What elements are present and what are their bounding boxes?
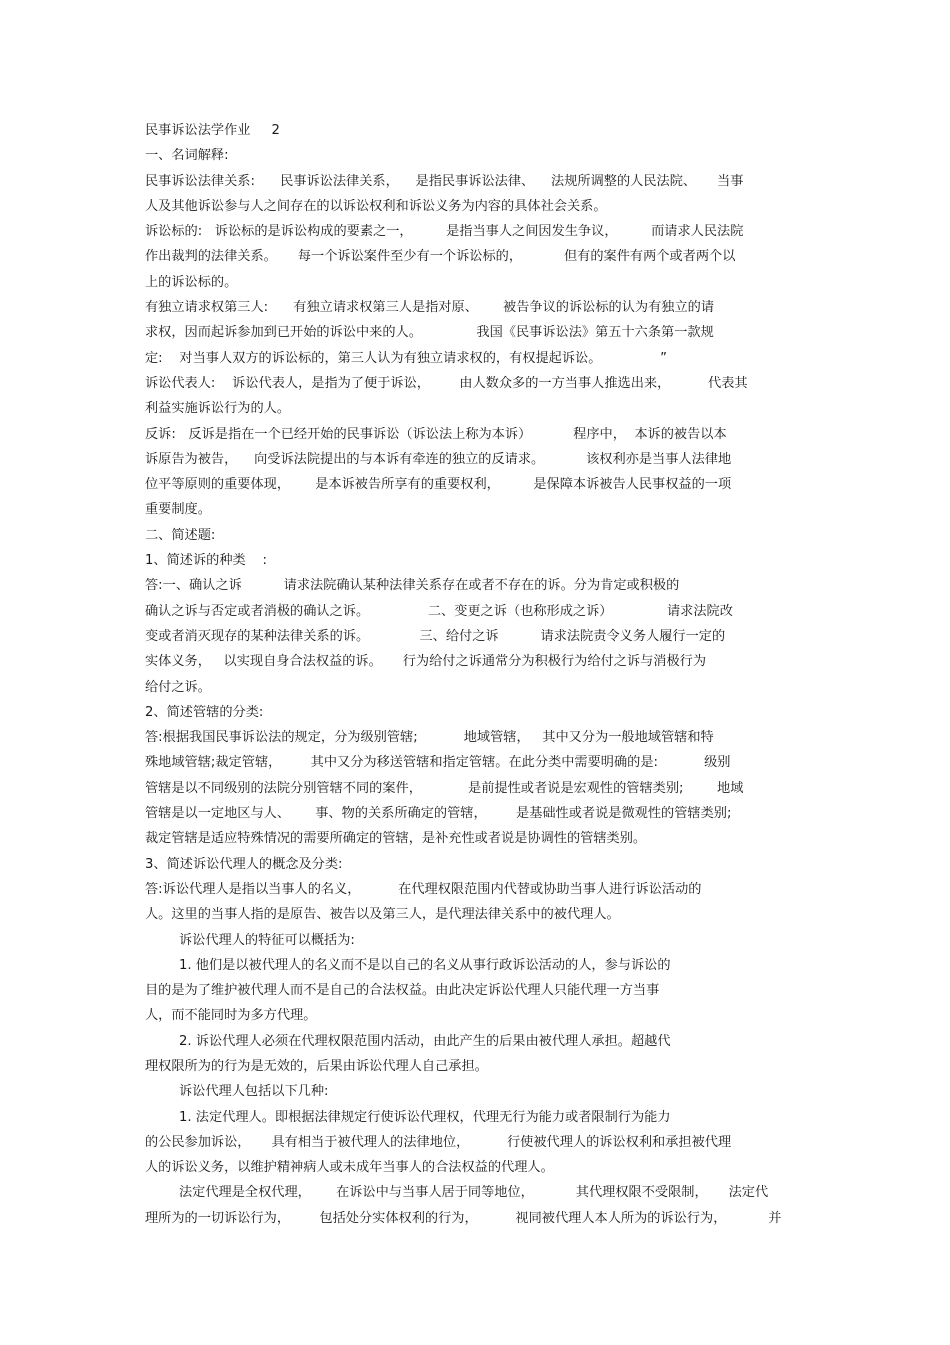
section-heading: 一、名词解释: bbox=[145, 148, 229, 164]
text-line: 人，而不能同时为多方代理。 bbox=[145, 1008, 317, 1024]
text-line: 人及其他诉讼参与人之间存在的以诉讼权利和诉讼义务为内容的具体社会关系。 bbox=[145, 198, 607, 214]
text-line: 有独立请求权第三人: 有独立请求权第三人是指对原、 被告争议的诉讼标的认为有独立的请 bbox=[145, 300, 715, 316]
text-line: 作出裁判的法律关系。 每一个诉讼案件至少有一个诉讼标的， 但有的案件有两个或者两个以 bbox=[145, 249, 736, 265]
document-page bbox=[145, 118, 810, 1231]
text-line: 民事诉讼法律关系: 民事诉讼法律关系， 是指民事诉讼法律、 法规所调整的人民法院、 当事 bbox=[145, 173, 744, 189]
question-heading: 3、简述诉讼代理人的概念及分类: bbox=[145, 856, 343, 872]
text-line: 重要制度。 bbox=[145, 502, 211, 518]
text-line: 给付之诉。 bbox=[145, 679, 211, 695]
question-heading: 1、简述诉的种类 : bbox=[145, 553, 267, 569]
text-line: 的公民参加诉讼， 具有相当于被代理人的法律地位， 行使被代理人的诉讼权利和承担被代理 bbox=[145, 1134, 732, 1150]
text-line: 诉讼代理人包括以下几种: bbox=[179, 1084, 329, 1100]
text-line: 诉讼代表人: 诉讼代表人，是指为了便于诉讼， 由人数众多的一方当事人推选出来， 代表其 bbox=[145, 375, 748, 391]
text-line: 利益实施诉讼行为的人。 bbox=[145, 401, 291, 417]
text-line: 反诉: 反诉是指在一个已经开始的民事诉讼（诉讼法上称为本诉） 程序中， 本诉的被告以本 bbox=[145, 426, 727, 442]
text-line: 诉讼代理人的特征可以概括为: bbox=[179, 932, 355, 948]
text-line: 裁定管辖是适应特殊情况的需要所确定的管辖，是补充性或者说是协调性的管辖类别。 bbox=[145, 831, 647, 847]
text-line: 答:一、确认之诉 请求法院确认某种法律关系存在或者不存在的诉。分为肯定或积极的 bbox=[145, 578, 680, 594]
text-line: 变或者消灭现存的某种法律关系的诉。 三、给付之诉 请求法院责令义务人履行一定的 bbox=[145, 628, 726, 644]
text-line: 1. 法定代理人。即根据法律规定行使诉讼代理权，代理无行为能力或者限制行为能力 bbox=[179, 1109, 671, 1125]
text-line: 殊地域管辖;裁定管辖， 其中又分为移送管辖和指定管辖。在此分类中需要明确的是: 级别 bbox=[145, 755, 731, 771]
question-heading: 2、简述管辖的分类: bbox=[145, 704, 264, 720]
text-line: 人的诉讼义务，以维护精神病人或未成年当事人的合法权益的代理人。 bbox=[145, 1160, 554, 1176]
text-line: 答:根据我国民事诉讼法的规定，分为级别管辖; 地域管辖， 其中又分为一般地域管辖和特 bbox=[145, 730, 714, 746]
text-line: 求权，因而起诉参加到已开始的诉讼中来的人。 我国《民事诉讼法》第五十六条第一款规 bbox=[145, 325, 714, 341]
text-line: 管辖是以不同级别的法院分别管辖不同的案件， 是前提性或者说是宏观性的管辖类别; 地域 bbox=[145, 780, 744, 796]
text-line: 诉讼标的: 诉讼标的是诉讼构成的要素之一， 是指当事人之间因发生争议， 而请求人民法院 bbox=[145, 224, 744, 240]
text-line: 位平等原则的重要体现， 是本诉被告所享有的重要权利， 是保障本诉被告人民事权益的一项 bbox=[145, 477, 732, 493]
text-line: 确认之诉与否定或者消极的确认之诉。 二、变更之诉（也称形成之诉） 请求法院改 bbox=[145, 603, 733, 619]
document-title: 民事诉讼法学作业 2 bbox=[145, 123, 280, 138]
text-line: 定: 对当事人双方的诉讼标的，第三人认为有独立请求权的，有权提起诉讼。 ” bbox=[145, 350, 667, 366]
text-line: 2. 诉讼代理人必须在代理权限范围内活动，由此产生的后果由被代理人承担。超越代 bbox=[179, 1033, 671, 1049]
text-line: 上的诉讼标的。 bbox=[145, 274, 238, 290]
text-line: 实体义务， 以实现自身合法权益的诉。 行为给付之诉通常分为积极行为给付之诉与消极行为 bbox=[145, 654, 707, 670]
text-line: 法定代理是全权代理， 在诉讼中与当事人居于同等地位， 其代理权限不受限制， 法定代 bbox=[179, 1185, 769, 1201]
text-line: 目的是为了维护被代理人而不是自己的合法权益。由此决定诉讼代理人只能代理一方当事 bbox=[145, 983, 660, 999]
text-line: 诉原告为被告， 向受诉法院提出的与本诉有牵连的独立的反请求。 该权利亦是当事人法律地 bbox=[145, 451, 732, 467]
text-line: 理所为的一切诉讼行为， 包括处分实体权利的行为， 视同被代理人本人所为的诉讼行为， 并 bbox=[145, 1210, 782, 1226]
text-line: 理权限所为的行为是无效的，后果由诉讼代理人自己承担。 bbox=[145, 1058, 488, 1074]
text-line: 人。这里的当事人指的是原告、被告以及第三人，是代理法律关系中的被代理人。 bbox=[145, 907, 620, 923]
section-heading: 二、简述题: bbox=[145, 527, 216, 543]
text-line: 答:诉讼代理人是指以当事人的名义， 在代理权限范围内代替或协助当事人进行诉讼活动的 bbox=[145, 881, 702, 897]
text-line: 管辖是以一定地区与人、 事、物的关系所确定的管辖， 是基础性或者说是微观性的管辖类别; bbox=[145, 806, 732, 822]
text-line: 1. 他们是以被代理人的名义而不是以自己的名义从事行政诉讼活动的人，参与诉讼的 bbox=[179, 957, 671, 973]
